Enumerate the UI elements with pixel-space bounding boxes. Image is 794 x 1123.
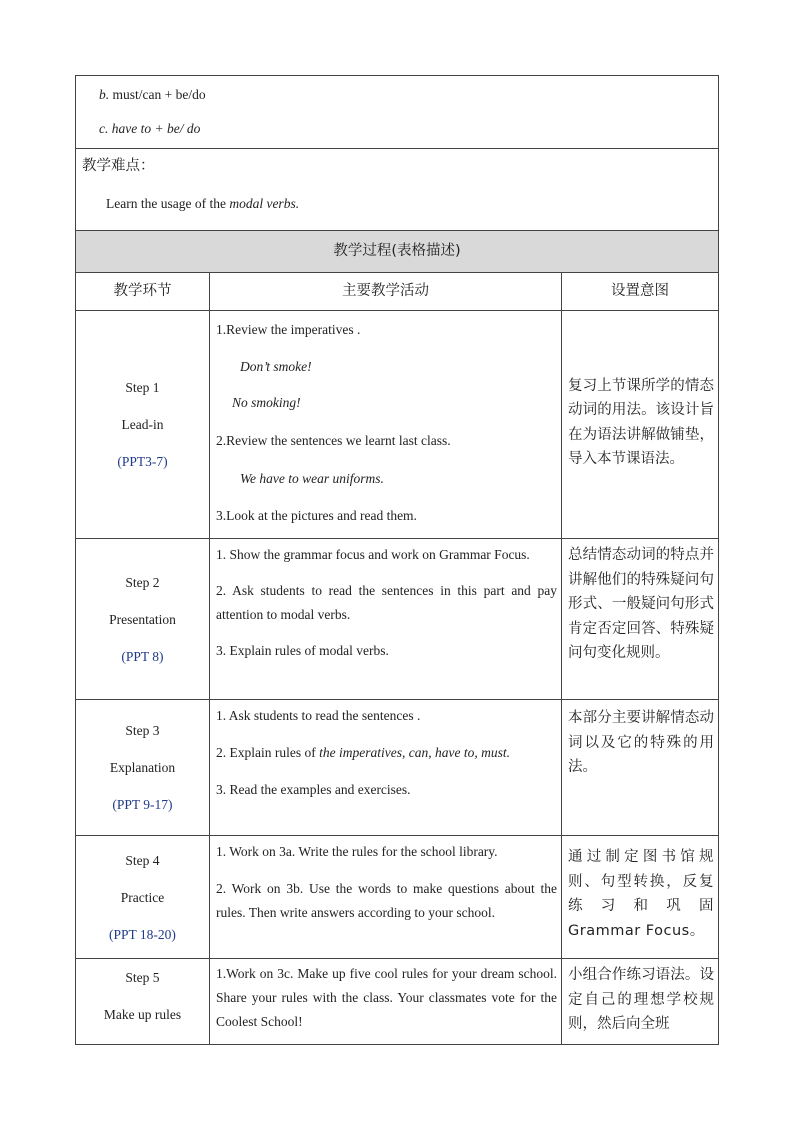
difficulty-row bbox=[76, 149, 719, 231]
activity-item: 1. Work on 3a. Write the rules for the school library. bbox=[216, 844, 498, 859]
process-title: 教学过程(表格描述) bbox=[76, 231, 719, 273]
activity-item: 2. Ask students to read the sentences in this part and pay attention to modal verbs. bbox=[216, 583, 557, 622]
activity-item: 3. Explain rules of modal verbs. bbox=[216, 643, 389, 658]
objectives-cell bbox=[76, 76, 719, 149]
process-title-row bbox=[76, 231, 719, 273]
step-cell-4 bbox=[76, 836, 210, 959]
difficulty-cell bbox=[76, 149, 719, 231]
step-row-1 bbox=[76, 311, 719, 539]
difficulty-heading: 教学难点： bbox=[82, 158, 155, 174]
step-ppt: (PPT 9-17) bbox=[112, 797, 173, 812]
step-ppt: (PPT 18-20) bbox=[109, 926, 176, 942]
lesson-plan-page bbox=[75, 75, 718, 1045]
step-row-4 bbox=[76, 836, 719, 959]
step-row-2 bbox=[76, 539, 719, 700]
difficulty-text-prefix: Learn the usage of the bbox=[106, 196, 230, 212]
activity-item: 2. Work on 3b. Use the words to make questions about the rules. Then write answers according to your school. bbox=[216, 881, 557, 920]
step-row-3 bbox=[76, 700, 719, 836]
header-purpose: 设置意图 bbox=[562, 273, 719, 311]
step-activities-3 bbox=[210, 700, 562, 836]
step-purpose-3: 本部分主要讲解情态动词以及它的特殊的用法。 bbox=[562, 700, 719, 836]
objective-c bbox=[99, 112, 718, 146]
step-number: Step 2 bbox=[125, 574, 160, 590]
step-name: Make up rules bbox=[103, 1007, 182, 1022]
step-ppt: (PPT3-7) bbox=[117, 454, 168, 469]
objective-b bbox=[99, 78, 718, 112]
difficulty-text bbox=[106, 193, 718, 215]
activity-example: We have to wear uniforms. bbox=[240, 471, 384, 486]
objective-b-label: b. bbox=[99, 87, 110, 102]
activity-item: 1.Review the imperatives . bbox=[216, 322, 361, 337]
objective-b-text: must/can + be/do bbox=[109, 87, 206, 102]
step-activities-2 bbox=[210, 539, 562, 700]
lesson-plan-table bbox=[75, 75, 719, 1045]
activity-item: 3.Look at the pictures and read them. bbox=[216, 508, 417, 523]
activity-item: 3. Read the examples and exercises. bbox=[216, 782, 411, 797]
activity-example: Don’t smoke! bbox=[240, 359, 312, 374]
step-cell-3 bbox=[76, 700, 210, 836]
activity-emphasis: the imperatives, can, have to, must. bbox=[319, 745, 510, 760]
step-number: Step 1 bbox=[125, 380, 160, 395]
step-cell-5 bbox=[76, 959, 210, 1045]
step-number: Step 3 bbox=[125, 723, 160, 738]
step-name: Lead-in bbox=[121, 417, 164, 432]
activity-item: 1. Ask students to read the sentences . bbox=[216, 708, 421, 723]
activity-item: 1. Show the grammar focus and work on Grammar Focus. bbox=[216, 547, 530, 562]
step-purpose-1: 复习上节课所学的情态动词的用法。该设计旨在为语法讲解做铺垫，导入本节课语法。 bbox=[562, 311, 719, 539]
step-activities-1 bbox=[210, 311, 562, 539]
step-cell-2 bbox=[76, 539, 210, 700]
header-activities: 主要教学活动 bbox=[210, 273, 562, 311]
activity-item bbox=[216, 741, 557, 765]
activity-item: 1.Work on 3c. Make up five cool rules for your dream school. Share your rules with the class. Your classmates vote for the Coolest School! bbox=[216, 966, 557, 1029]
step-name: Practice bbox=[120, 889, 165, 905]
activity-example: No smoking! bbox=[232, 395, 301, 410]
step-purpose-5: 小组合作练习语法。设定自己的理想学校规则，然后向全班 bbox=[562, 959, 719, 1045]
step-number: Step 5 bbox=[125, 970, 160, 985]
objective-c-label: c. bbox=[99, 121, 109, 136]
process-header-row bbox=[76, 273, 719, 311]
activity-text: 2. Explain rules of bbox=[216, 745, 320, 760]
difficulty-text-emphasis: modal verbs. bbox=[229, 196, 300, 212]
step-cell-1 bbox=[76, 311, 210, 539]
header-stage: 教学环节 bbox=[76, 273, 210, 311]
objective-c-text: have to + be/ do bbox=[108, 121, 201, 136]
step-name: Presentation bbox=[109, 611, 176, 627]
objectives-row bbox=[76, 76, 719, 149]
step-number: Step 4 bbox=[125, 852, 160, 868]
activity-item: 2.Review the sentences we learnt last class. bbox=[216, 433, 451, 448]
step-ppt: (PPT 8) bbox=[121, 648, 164, 664]
step-row-5 bbox=[76, 959, 719, 1045]
step-purpose-4: 通过制定图书馆规则、句型转换，反复练习和巩固Grammar Focus。 bbox=[562, 836, 719, 959]
step-activities-4 bbox=[210, 836, 562, 959]
step-name: Explanation bbox=[109, 760, 176, 775]
step-purpose-2: 总结情态动词的特点并讲解他们的特殊疑问句形式、一般疑问句形式肯定否定回答、特殊疑问句变化规则。 bbox=[562, 539, 719, 700]
step-activities-5 bbox=[210, 959, 562, 1045]
